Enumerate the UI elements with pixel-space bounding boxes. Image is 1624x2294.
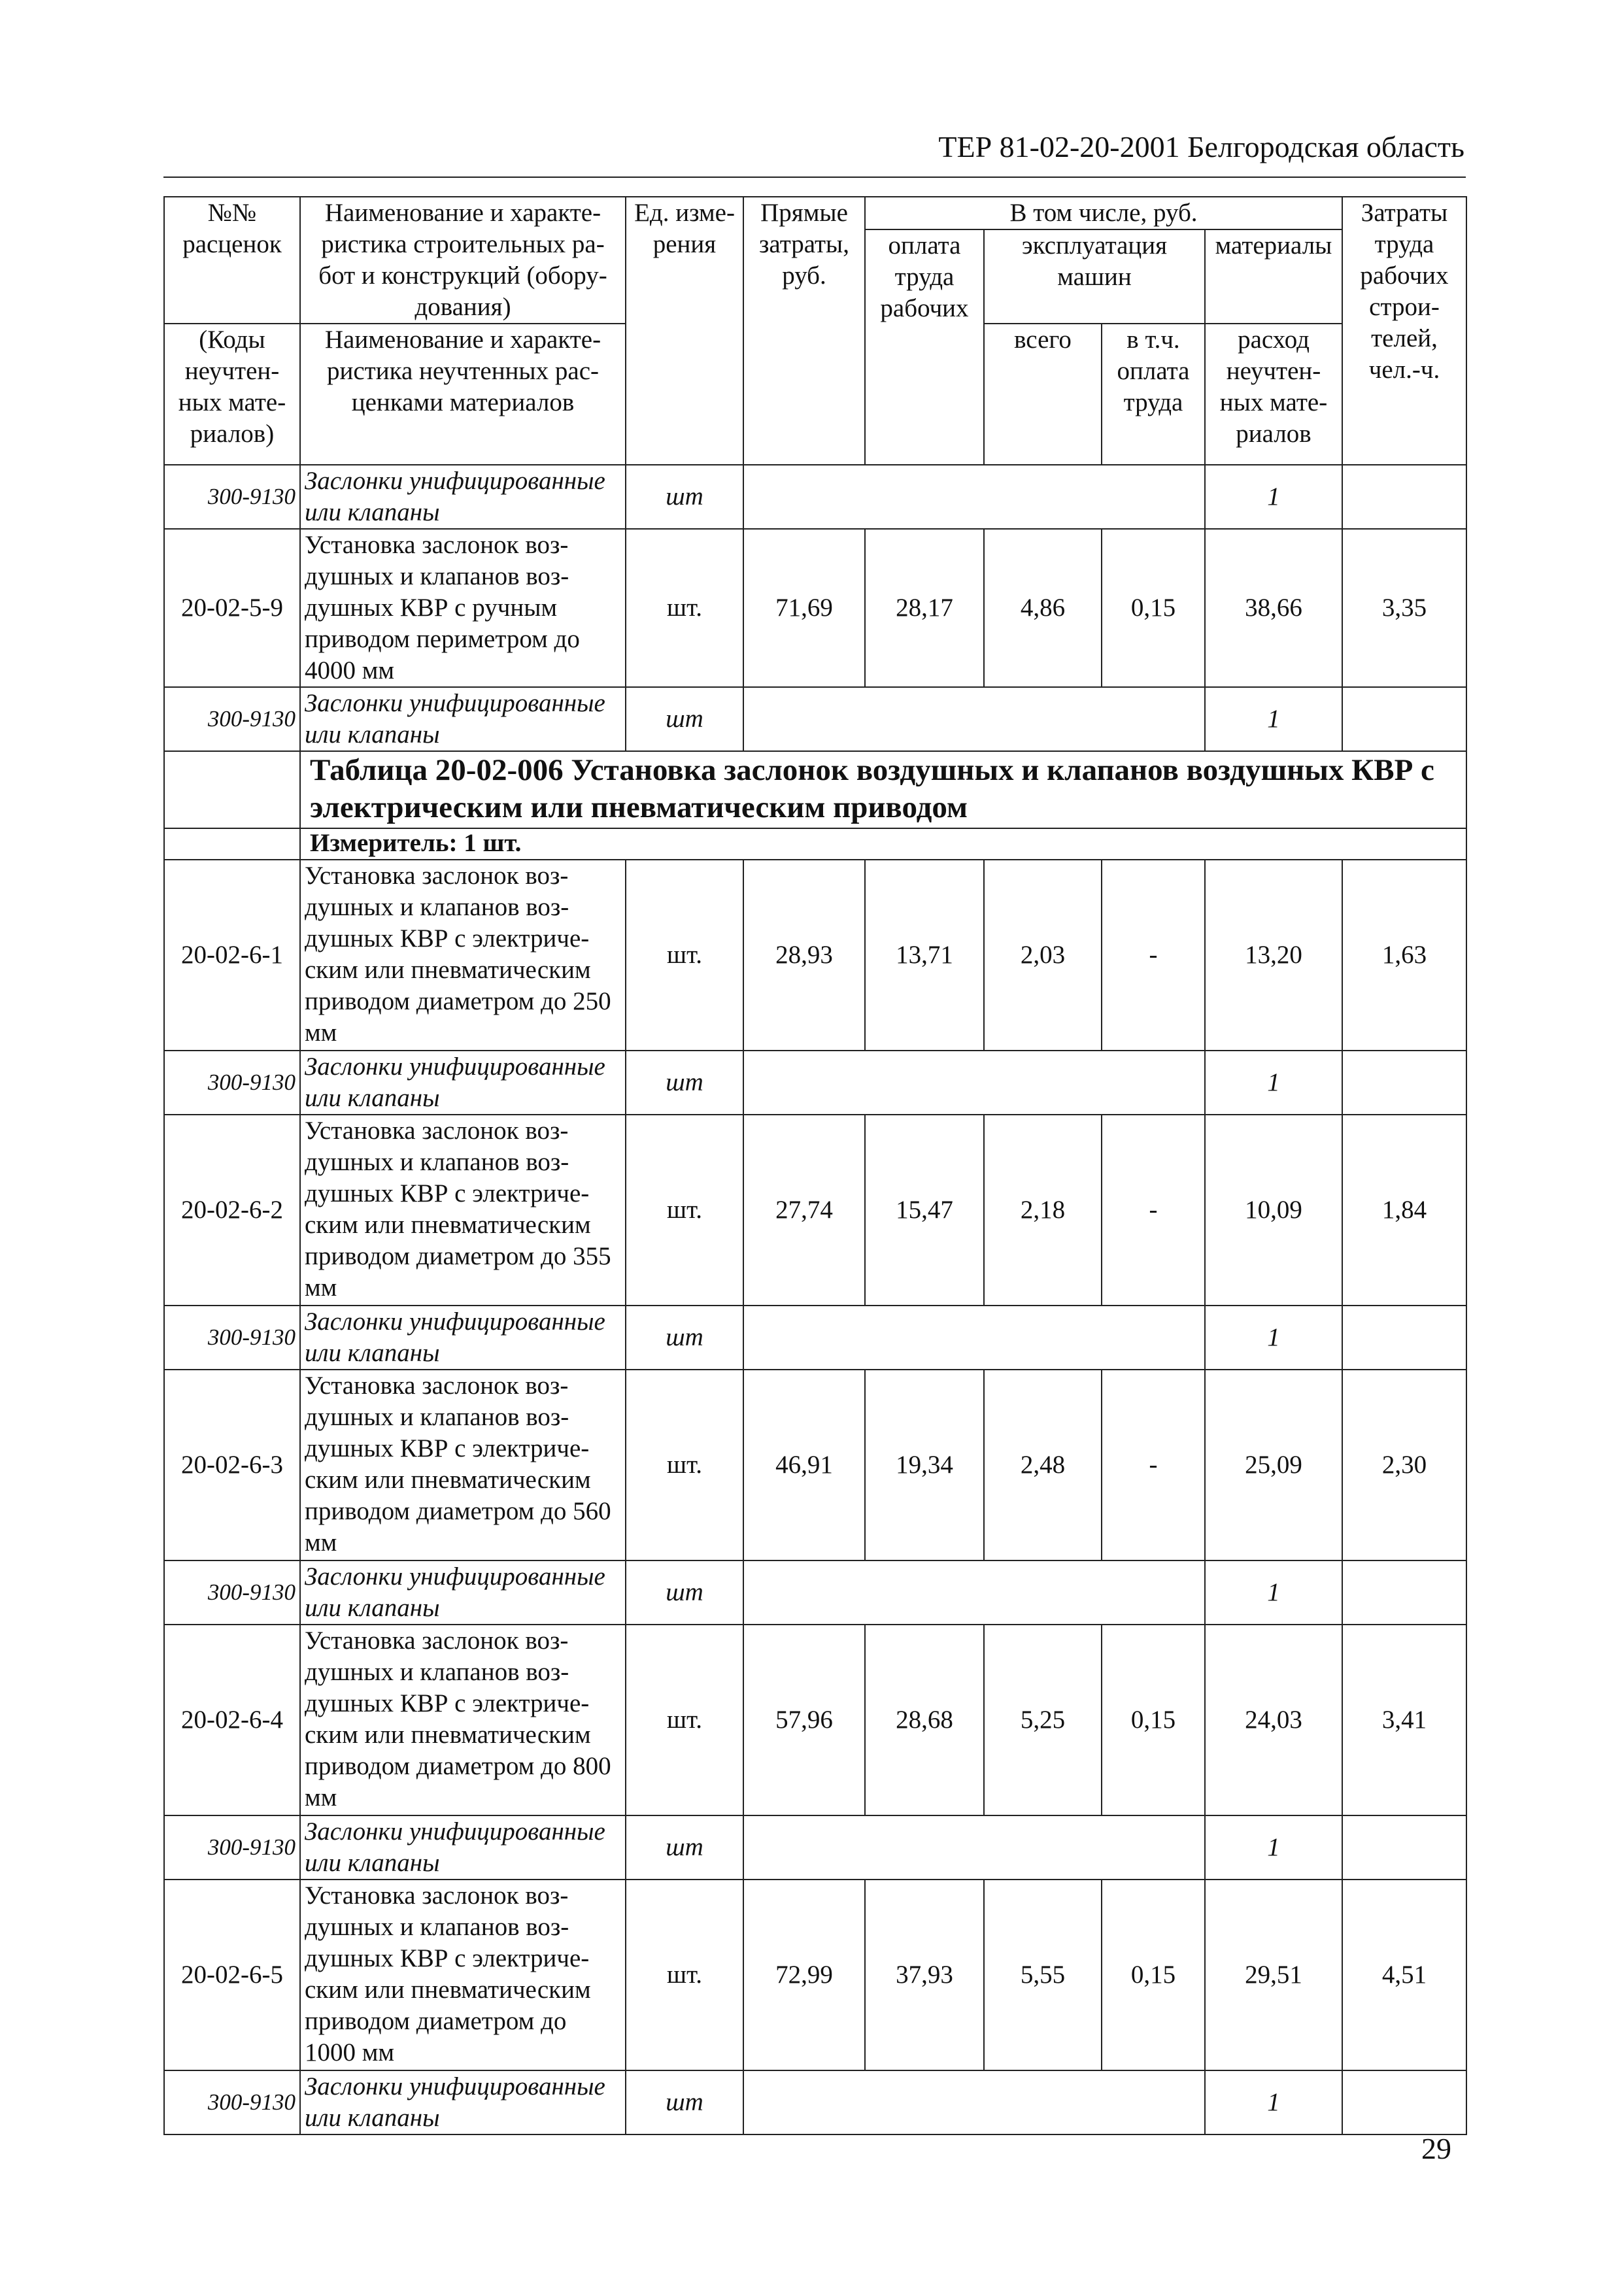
col-header-num: №№ расценок [164, 197, 300, 324]
rate-code: 20-02-5-9 [164, 529, 300, 687]
material-empty [1342, 1306, 1466, 1370]
rate-pay: 13,71 [865, 860, 984, 1051]
material-empty [743, 465, 1205, 529]
rate-labor: 1,63 [1342, 860, 1466, 1051]
col-header-unit: Ед. изме-рения [626, 197, 743, 465]
rate-machines: 2,18 [984, 1115, 1102, 1306]
material-name: Заслонки унифицированные или клапаны [300, 1815, 626, 1880]
material-unit: шт [626, 1815, 743, 1880]
material-empty [1342, 1560, 1466, 1625]
material-empty [1342, 1815, 1466, 1880]
rate-labor: 3,41 [1342, 1625, 1466, 1815]
material-name: Заслонки унифицированные или клапаны [300, 2070, 626, 2134]
col-header-incl-pay: в т.ч. оплата труда [1102, 324, 1205, 465]
rate-direct: 57,96 [743, 1625, 865, 1815]
col-header-machines: эксплуатация машин [984, 229, 1205, 324]
rate-pay: 15,47 [865, 1115, 984, 1306]
measure-blank [164, 828, 300, 860]
rate-labor: 4,51 [1342, 1880, 1466, 2070]
col-header-name: Наименование и характе-ристика строительных ра-бот и конструкций (обору-дования) [300, 197, 626, 324]
rate-name: Установка заслонок воз-душных и клапанов воз-душных КВР с электриче-ским или пневматическим приводом диаметром до 800 мм [300, 1625, 626, 1815]
rate-direct: 71,69 [743, 529, 865, 687]
rate-unit: шт. [626, 1625, 743, 1815]
material-unit: шт [626, 1560, 743, 1625]
material-name: Заслонки унифицированные или клапаны [300, 1306, 626, 1370]
rate-materials: 25,09 [1205, 1370, 1342, 1560]
rate-direct: 46,91 [743, 1370, 865, 1560]
col-header-direct: Прямые затраты, руб. [743, 197, 865, 465]
rate-direct: 27,74 [743, 1115, 865, 1306]
rate-direct: 28,93 [743, 860, 865, 1051]
document-header: ТЕР 81-02-20-2001 Белгородская область [938, 130, 1464, 163]
rate-unit: шт. [626, 1880, 743, 2070]
rate-name: Установка заслонок воз-душных и клапанов воз-душных КВР с ручным приводом периметром до 4000 мм [300, 529, 626, 687]
rate-machines: 2,48 [984, 1370, 1102, 1560]
material-unit: шт [626, 687, 743, 751]
rate-machines-pay: 0,15 [1102, 529, 1205, 687]
rate-machines-pay: 0,15 [1102, 1625, 1205, 1815]
material-name: Заслонки унифицированные или клапаны [300, 465, 626, 529]
rate-code: 20-02-6-4 [164, 1625, 300, 1815]
material-qty: 1 [1205, 2070, 1342, 2134]
material-unit: шт [626, 465, 743, 529]
material-code: 300-9130 [164, 2070, 300, 2134]
rate-name: Установка заслонок воз-душных и клапанов воз-душных КВР с электриче-ским или пневматическим приводом диаметром до 1000 мм [300, 1880, 626, 2070]
rate-code: 20-02-6-5 [164, 1880, 300, 2070]
measure-unit: Измеритель: 1 шт. [300, 828, 1466, 860]
material-empty [1342, 465, 1466, 529]
rate-pay: 28,68 [865, 1625, 984, 1815]
col-header-incl: В том числе, руб. [865, 197, 1342, 229]
material-qty: 1 [1205, 687, 1342, 751]
rate-labor: 3,35 [1342, 529, 1466, 687]
rate-unit: шт. [626, 529, 743, 687]
material-code: 300-9130 [164, 1306, 300, 1370]
rate-machines: 2,03 [984, 860, 1102, 1051]
rate-materials: 29,51 [1205, 1880, 1342, 2070]
rate-labor: 1,84 [1342, 1115, 1466, 1306]
material-empty [743, 687, 1205, 751]
rate-name: Установка заслонок воз-душных и клапанов воз-душных КВР с электриче-ским или пневматическим приводом диаметром до 355 мм [300, 1115, 626, 1306]
rate-pay: 37,93 [865, 1880, 984, 2070]
material-code: 300-9130 [164, 465, 300, 529]
material-qty: 1 [1205, 1815, 1342, 1880]
rate-machines-pay: - [1102, 1115, 1205, 1306]
material-empty [743, 1051, 1205, 1115]
page-number: 29 [1421, 2132, 1451, 2165]
rate-machines-pay: - [1102, 860, 1205, 1051]
rate-direct: 72,99 [743, 1880, 865, 2070]
rate-materials: 38,66 [1205, 529, 1342, 687]
material-empty [743, 1306, 1205, 1370]
col-header-codes: (Коды неучтен-ных мате-риалов) [164, 324, 300, 465]
table-title: Таблица 20-02-006 Установка заслонок воздушных и клапанов воздушных КВР с электрическим или пневматическим приводом [300, 751, 1466, 828]
rate-machines-pay: - [1102, 1370, 1205, 1560]
rate-materials: 10,09 [1205, 1115, 1342, 1306]
rate-unit: шт. [626, 1370, 743, 1560]
rate-machines: 4,86 [984, 529, 1102, 687]
material-qty: 1 [1205, 1560, 1342, 1625]
col-header-total: всего [984, 324, 1102, 465]
material-unit: шт [626, 2070, 743, 2134]
rate-code: 20-02-6-3 [164, 1370, 300, 1560]
material-empty [743, 2070, 1205, 2134]
material-qty: 1 [1205, 1051, 1342, 1115]
material-unit: шт [626, 1306, 743, 1370]
material-empty [743, 1560, 1205, 1625]
rate-name: Установка заслонок воз-душных и клапанов воз-душных КВР с электриче-ским или пневматическим приводом диаметром до 250 мм [300, 860, 626, 1051]
material-qty: 1 [1205, 1306, 1342, 1370]
rate-labor: 2,30 [1342, 1370, 1466, 1560]
material-name: Заслонки унифицированные или клапаны [300, 687, 626, 751]
rate-machines: 5,55 [984, 1880, 1102, 2070]
rate-materials: 24,03 [1205, 1625, 1342, 1815]
table-title-blank [164, 751, 300, 828]
col-header-labor: Затраты труда рабочих строи-телей, чел.-ч. [1342, 197, 1466, 465]
material-code: 300-9130 [164, 1051, 300, 1115]
col-header-consumption: расход неучтен-ных мате-риалов [1205, 324, 1342, 465]
material-code: 300-9130 [164, 1560, 300, 1625]
material-empty [1342, 1051, 1466, 1115]
col-header-pay: оплата труда рабочих [865, 229, 984, 465]
material-unit: шт [626, 1051, 743, 1115]
rate-name: Установка заслонок воз-душных и клапанов воз-душных КВР с электриче-ским или пневматическим приводом диаметром до 560 мм [300, 1370, 626, 1560]
col-header-name2: Наименование и характе-ристика неучтенных рас-ценками материалов [300, 324, 626, 465]
col-header-materials: материалы [1205, 229, 1342, 324]
material-code: 300-9130 [164, 687, 300, 751]
rate-unit: шт. [626, 860, 743, 1051]
rate-materials: 13,20 [1205, 860, 1342, 1051]
material-name: Заслонки унифицированные или клапаны [300, 1051, 626, 1115]
rate-pay: 28,17 [865, 529, 984, 687]
material-empty [1342, 687, 1466, 751]
material-empty [1342, 2070, 1466, 2134]
material-qty: 1 [1205, 465, 1342, 529]
rate-pay: 19,34 [865, 1370, 984, 1560]
rate-code: 20-02-6-1 [164, 860, 300, 1051]
rates-table [163, 196, 1467, 2135]
rate-code: 20-02-6-2 [164, 1115, 300, 1306]
material-empty [743, 1815, 1205, 1880]
material-name: Заслонки унифицированные или клапаны [300, 1560, 626, 1625]
rate-machines: 5,25 [984, 1625, 1102, 1815]
rate-machines-pay: 0,15 [1102, 1880, 1205, 2070]
material-code: 300-9130 [164, 1815, 300, 1880]
header-rule [163, 177, 1466, 178]
rate-unit: шт. [626, 1115, 743, 1306]
